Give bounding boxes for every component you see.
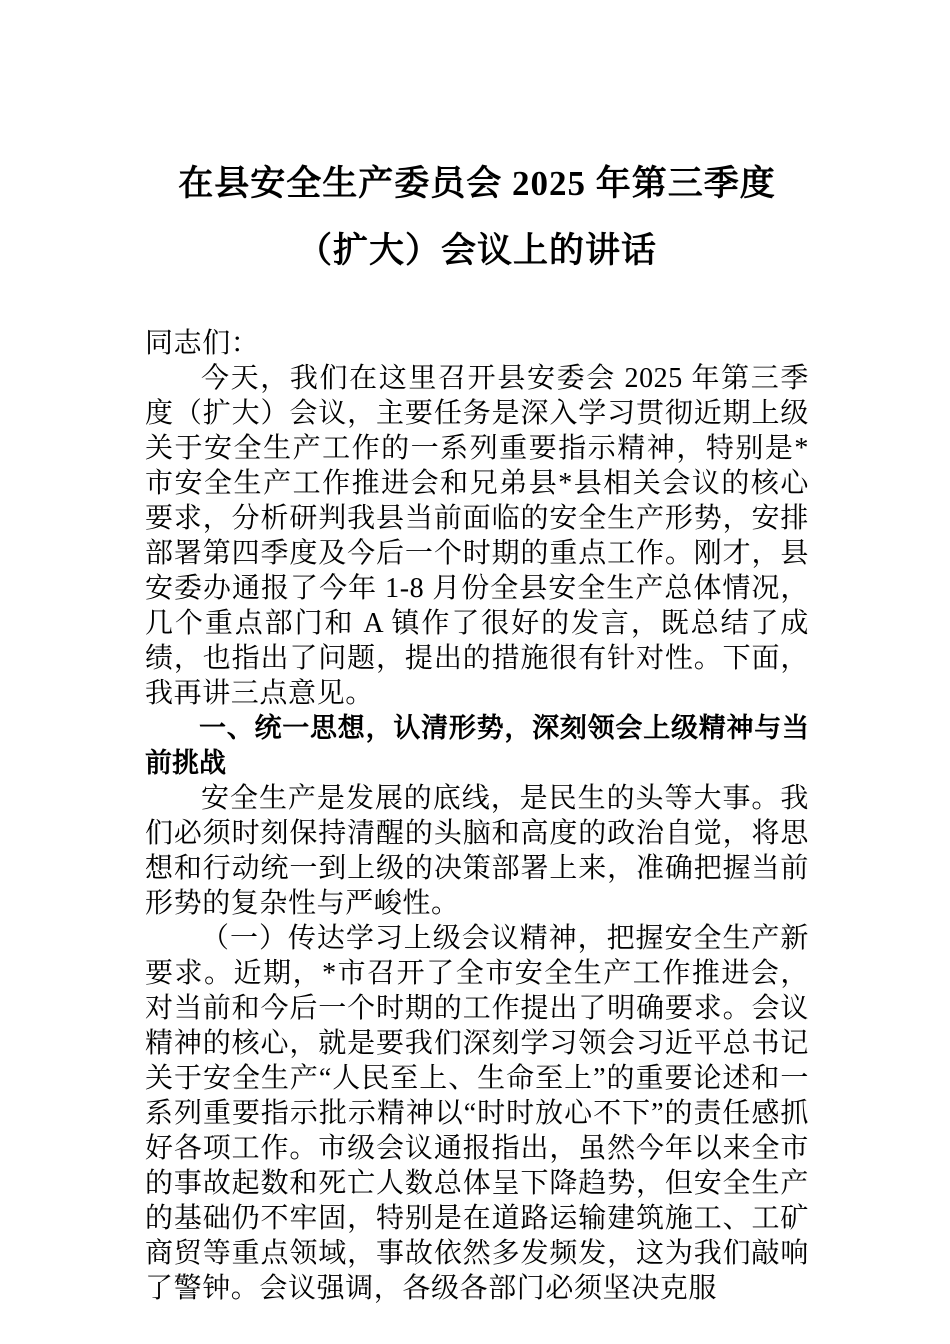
paragraph-list — [145, 326, 809, 1306]
document-title: 在县安全生产委员会 2025 年第三季度（扩大）会议上的讲话 — [178, 164, 776, 270]
paragraph-body: 今天，我们在这里召开县安委会 2025 年第三季度（扩大）会议，主要任务是深入学习贯彻近期上级关于安全生产工作的一系列重要指示精神，特别是*市安全生产工作推进会和兄弟县*县相关会议的核心要求，分析研判我县当前面临的安全生产形势，安排部署第四季度及今后一个时期的重点工作。刚才，县安委办通报了今年 1-8 月份全县安全生产总体情况，几个重点部门和 A 镇作了很好的发言，既总结了成绩，也指出了问题，提出的措施很有针对性。下面，我再讲三点意见。 — [145, 363, 809, 709]
document-content — [145, 150, 809, 1306]
paragraph-body: （一）传达学习上级会议精神，把握安全生产新要求。近期，*市召开了全市安全生产工作推进会，对当前和今后一个时期的工作提出了明确要求。会议精神的核心，就是要我们深刻学习领会习近平总书记关于安全生产“人民至上、生命至上”的重要论述和一系列重要指示批示精神以“时时放心不下”的责任感抓好各项工作。市级会议通报指出，虽然今年以来全市的事故起数和死亡人数总体呈下降趋势，但安全生产的基础仍不牢固，特别是在道路运输建筑施工、工矿商贸等重点领域，事故依然多发频发，这为我们敲响了警钟。会议强调，各级各部门必须坚决克服 — [145, 923, 809, 1304]
paragraph-body: 安全生产是发展的底线，是民生的头等大事。我们必须时刻保持清醒的头脑和高度的政治自觉，将思想和行动统一到上级的决策部署上来，准确把握当前形势的复杂性与严峻性。 — [145, 783, 809, 919]
paragraph-heading1: 一、统一思想，认清形势，深刻领会上级精神与当前挑战 — [145, 713, 809, 778]
paragraph-salutation: 同志们： — [145, 328, 260, 359]
